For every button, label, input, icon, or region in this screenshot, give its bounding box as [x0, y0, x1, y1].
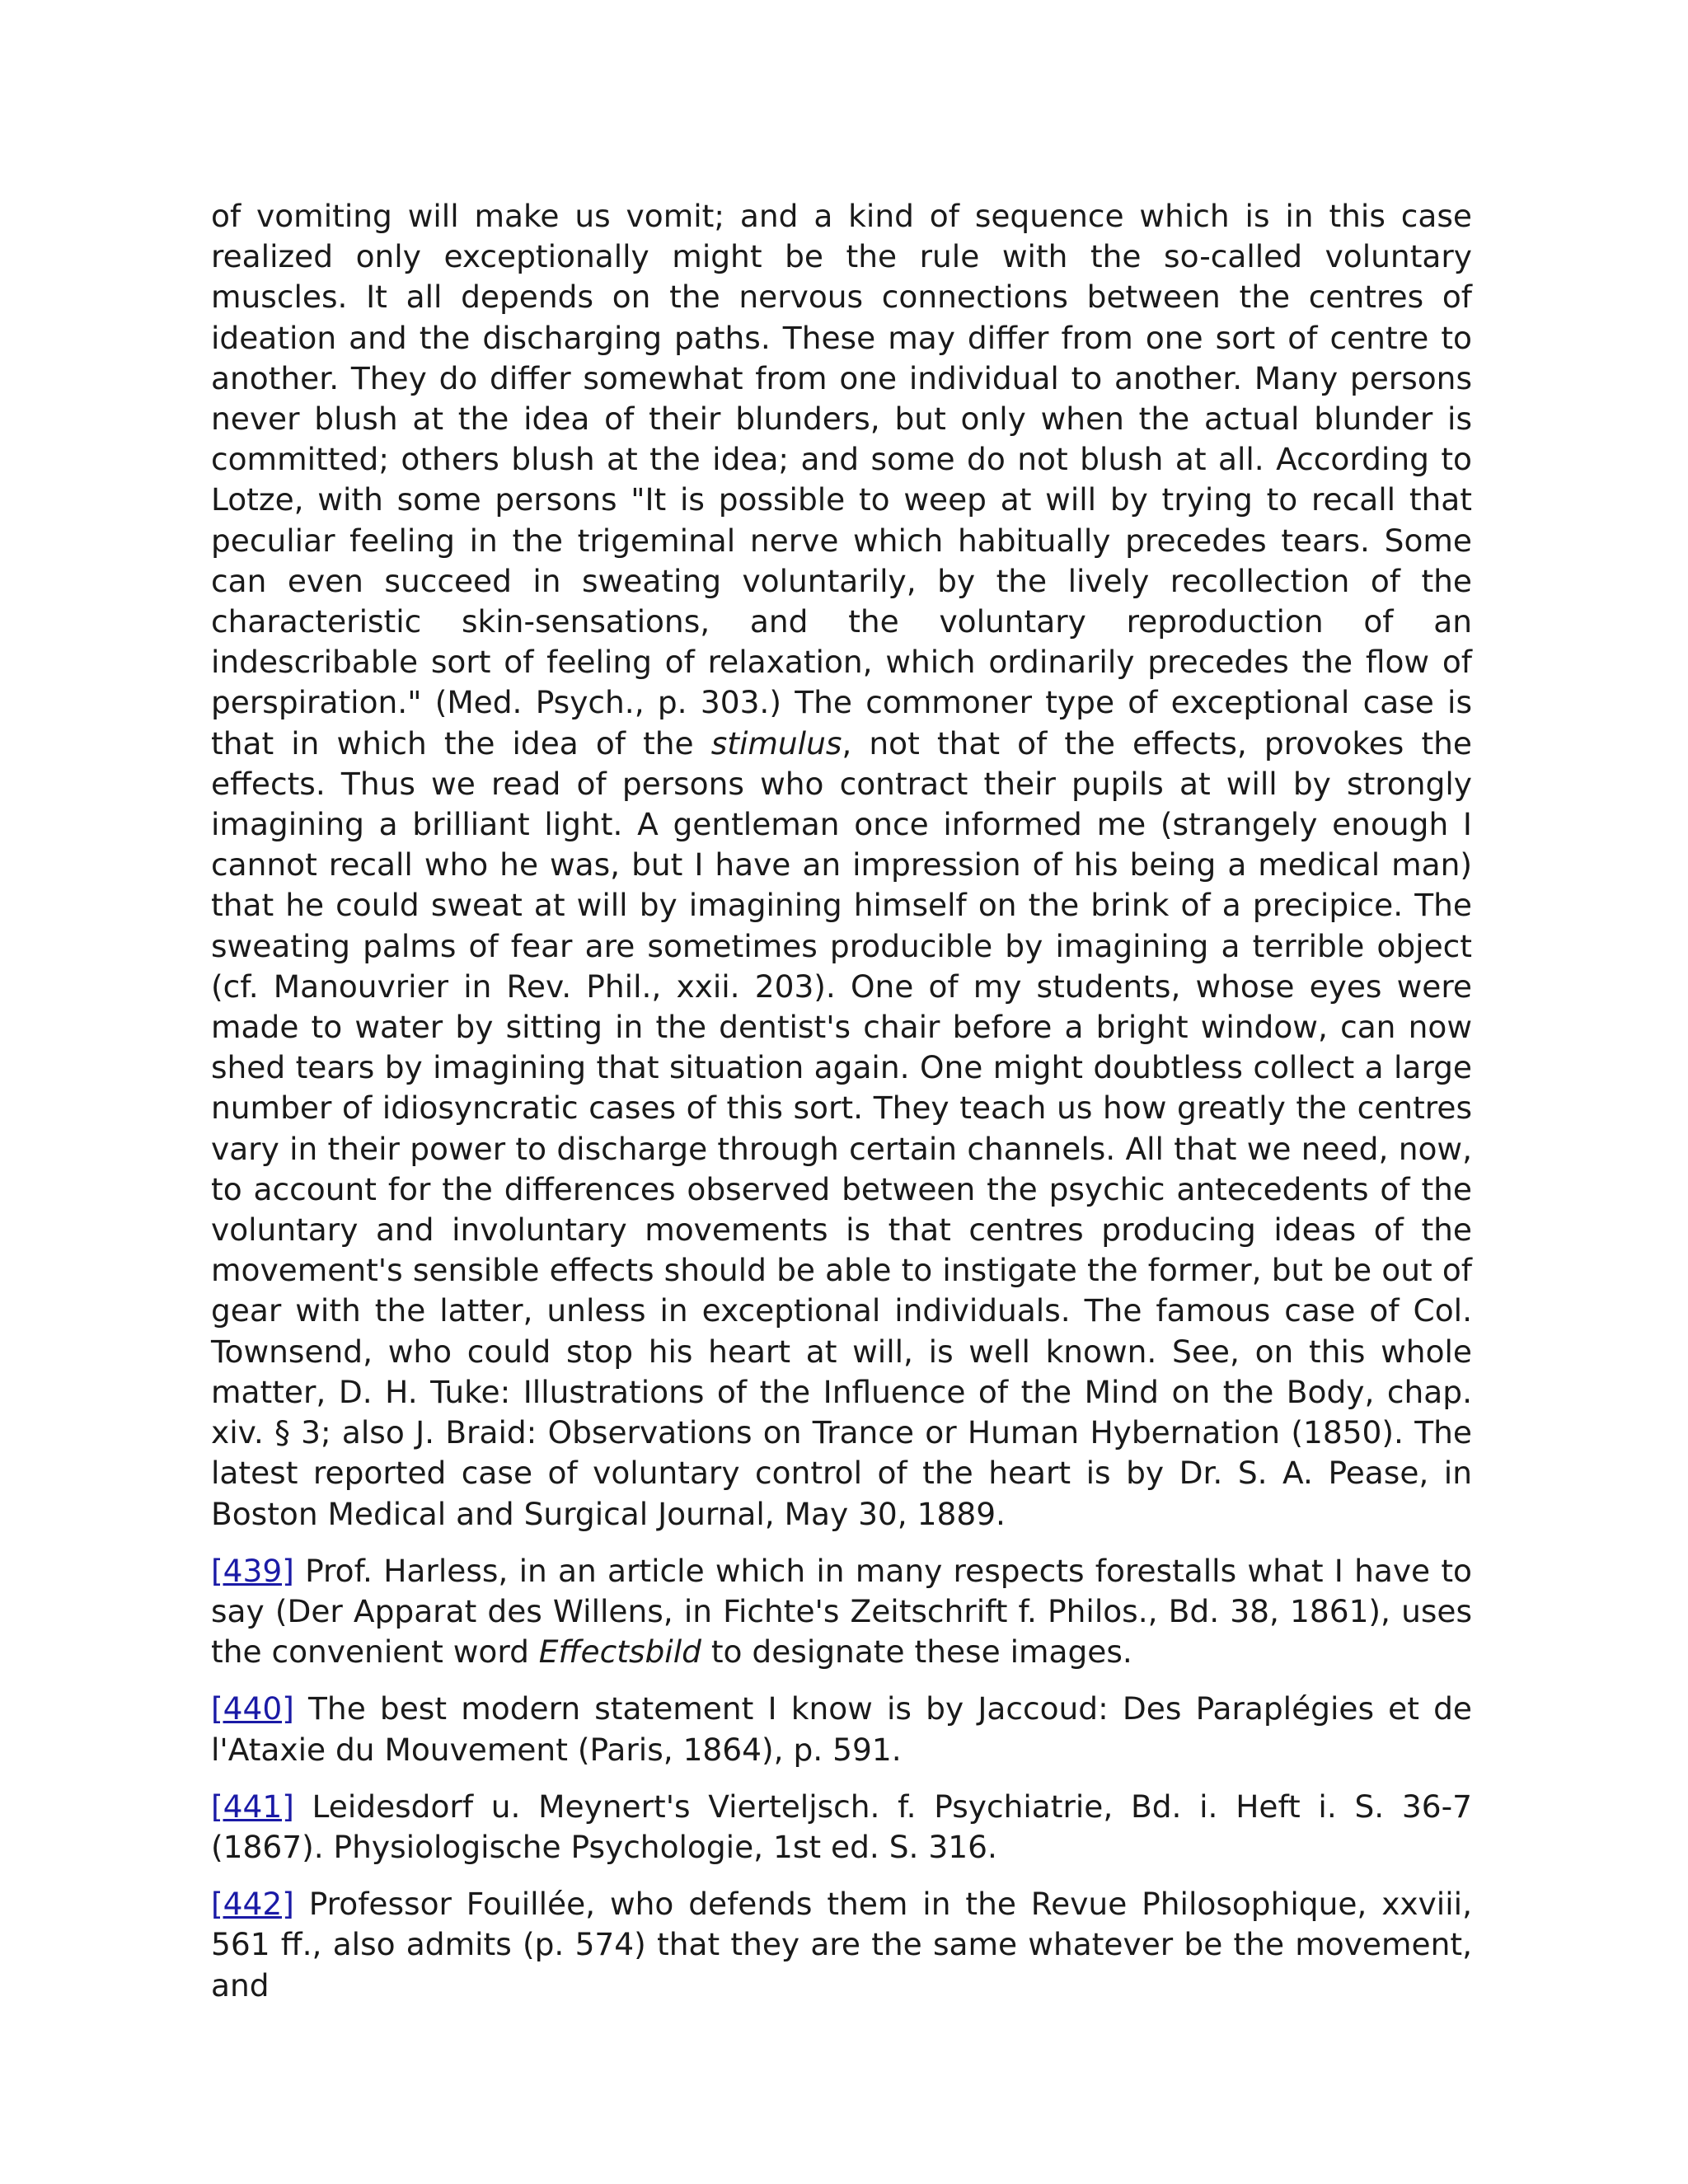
- text-run: of vomiting will make us vomit; and a kind of sequence which is in this case realized only exceptionally might be the rule with the so-called voluntary muscles. It all depends on the nervous connections between the centres of ideation and the discharging paths. These may differ from one sort of centre to another. They do differ somewhat from one individual to another. Many persons never blush at the idea of their blunders, but only when the actual blunder is committed; others blush at the idea; and some do not blush at all. According to Lotze, with some persons "It is possible to weep at will by trying to recall that peculiar feeling in the trigeminal nerve which habitually precedes tears. Some can even succeed in sweating voluntarily, by the lively recollection of the characteristic skin-sensations, and the voluntary reproduction of an indescribable sort of feeling of relaxation, which ordinarily precedes the flow of perspiration." (Med. Psych., p. 303.) The commoner type of exceptional case is that in which the idea of the: [211, 198, 1472, 762]
- footnote-link-439[interactable]: [439]: [211, 1552, 294, 1589]
- footnote-442: [211, 1884, 1472, 2006]
- text-run: Prof. Harless, in an article which in many respects forestalls what I have to say (Der Apparat des Willens, in Fichte's Zeitschrift f. Philos., Bd. 38, 1861), uses the convenient word: [211, 1552, 1472, 1671]
- footnote-439: [211, 1551, 1472, 1673]
- document-page: [211, 196, 1472, 2022]
- emphasis-text: Effectsbild: [538, 1633, 701, 1671]
- text-run: to designate these images.: [701, 1633, 1132, 1671]
- text-run: Professor Fouillée, who defends them in the Revue Philosophique, xxviii, 561 ff., also admits (p. 574) that they are the same whatever be the movement, and: [211, 1886, 1472, 2004]
- footnote-440: [211, 1689, 1472, 1769]
- text-run: , not that of the effects, provokes the effects. Thus we read of persons who contract their pupils at will by strongly imagining a brilliant light. A gentleman once informed me (strangely enough I cannot recall who he was, but I have an impression of his being a medical man) that he could sweat at will by imagining himself on the brink of a precipice. The sweating palms of fear are sometimes producible by imagining a terrible object (cf. Manouvrier in Rev. Phil., xxii. 203). One of my students, whose eyes were made to water by sitting in the dentist's chair before a bright window, can now shed tears by imagining that situation again. One might doubtless collect a large number of idiosyncratic cases of this sort. They teach us how greatly the centres vary in their power to discharge through certain channels. All that we need, now, to account for the differences observed between the psychic antecedents of the voluntary and involuntary movements is that centres producing ideas of the movement's sensible effects should be able to instigate the former, but be out of gear with the latter, unless in exceptional individuals. The famous case of Col. Townsend, who could stop his heart at will, is well known. See, on this whole matter, D. H. Tuke: Illustrations of the Influence of the Mind on the Body, chap. xiv. § 3; also J. Braid: Observations on Trance or Human Hybernation (1850). The latest reported case of voluntary control of the heart is by Dr. S. A. Pease, in Boston Medical and Surgical Journal, May 30, 1889.: [211, 724, 1472, 1532]
- footnote-link-441[interactable]: [441]: [211, 1788, 294, 1825]
- footnote-link-442[interactable]: [442]: [211, 1886, 294, 1923]
- footnote-link-440[interactable]: [440]: [211, 1690, 294, 1727]
- footnote-continuation: [211, 196, 1472, 1535]
- footnote-441: [211, 1787, 1472, 1868]
- emphasis-text: stimulus: [710, 724, 842, 762]
- text-run: Leidesdorf u. Meynert's Vierteljsch. f. Psychiatrie, Bd. i. Heft i. S. 36-7 (1867). Physiologische Psychologie, 1st ed. S. 316.: [211, 1788, 1472, 1865]
- text-run: The best modern statement I know is by Jaccoud: Des Paraplégies et de l'Ataxie du Mouvement (Paris, 1864), p. 591.: [211, 1690, 1472, 1768]
